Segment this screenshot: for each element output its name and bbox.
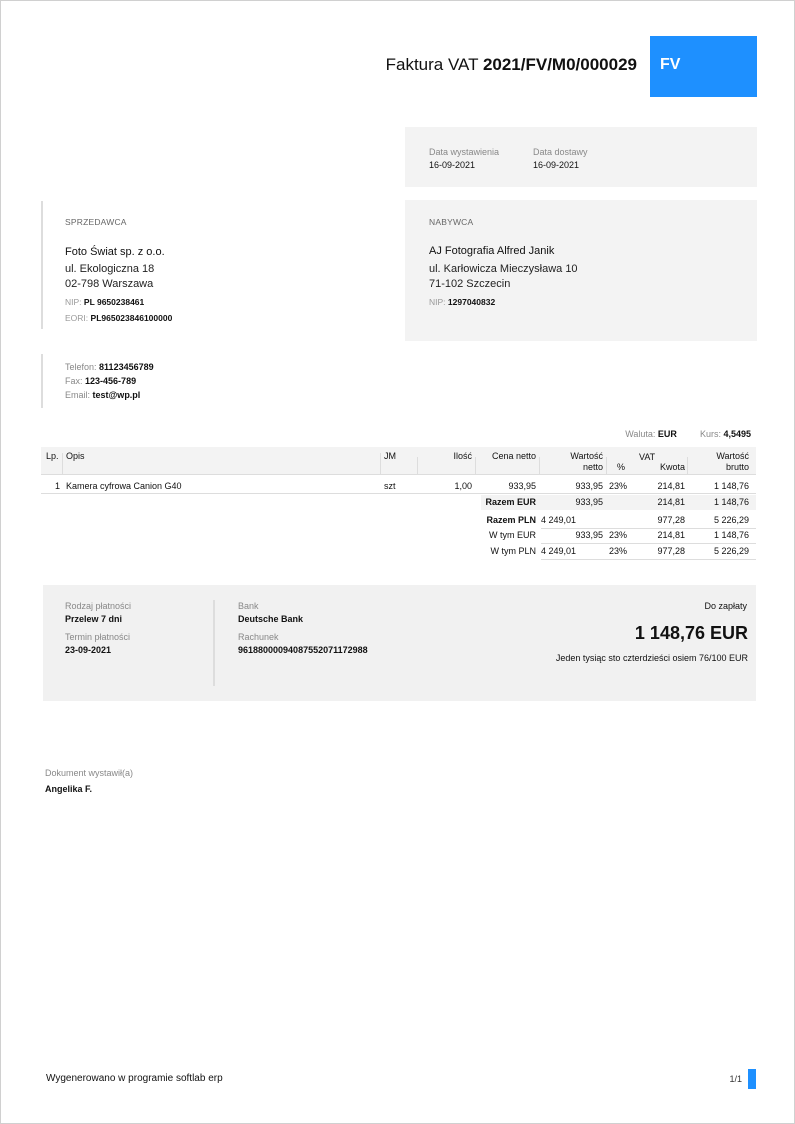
invoice-number: 2021/FV/M0/000029 (482, 55, 637, 74)
col-net-value: Wartość netto (570, 451, 603, 472)
col-unit: JM (384, 451, 396, 461)
buyer-street: ul. Karłowicza Mieczysława 10 (429, 263, 578, 275)
contact-email: Email: test@wp.pl (65, 390, 141, 400)
seller-eori: EORI: PL965023846100000 (65, 313, 173, 323)
summary-row: W tym PLN 4 249,01 23% 977,28 5 226,29 (490, 546, 749, 556)
table-row (41, 478, 756, 494)
payment-divider (213, 600, 215, 686)
col-qty: Ilość (453, 451, 472, 461)
buyer-name: AJ Fotografia Alfred Janik (429, 245, 555, 257)
buyer-city: 71-102 Szczecin (429, 278, 511, 290)
contact-fax: Fax: 123-456-789 (65, 376, 137, 386)
bank-label: Bank (238, 601, 259, 611)
page-number: 1/1 (729, 1074, 742, 1084)
currency-value: EUR (657, 429, 677, 439)
summary-row: W tym EUR 933,95 23% 214,81 1 148,76 (489, 530, 749, 540)
seller-nip: NIP: PL 9650238461 (65, 297, 145, 307)
footer-generated-text: Wygenerowano w programie softlab erp (46, 1073, 223, 1084)
payment-due-value: 23-09-2021 (65, 645, 112, 655)
row-desc: Kamera cyfrowa Canion G40 (66, 481, 182, 491)
contact-phone: Telefon: 81123456789 (65, 362, 154, 372)
payment-due-label: Termin płatności (65, 632, 131, 642)
amount-due-value: 1 148,76 EUR (634, 623, 748, 643)
row-net-price: 933,95 (508, 481, 536, 491)
document-type-badge: FV (650, 36, 757, 97)
amount-due-label: Do zapłaty (704, 601, 747, 611)
row-unit: szt (384, 481, 396, 491)
col-desc: Opis (66, 451, 85, 461)
summary-row: Razem PLN 4 249,01 977,28 5 226,29 (486, 515, 749, 525)
col-lp: Lp. (46, 451, 59, 461)
contact-panel (41, 354, 241, 408)
delivery-date-value: 16-09-2021 (533, 160, 580, 170)
row-net-value: 933,95 (575, 481, 603, 491)
title-prefix: Faktura VAT (385, 55, 479, 74)
currency-info: Waluta: EUR Kurs: 4,5495 (625, 429, 751, 439)
row-qty: 1,00 (454, 481, 472, 491)
buyer-nip: NIP: 1297040832 (429, 297, 496, 307)
payment-panel (43, 585, 756, 701)
col-vat-pct: % (617, 462, 626, 472)
payment-method-value: Przelew 7 dni (65, 614, 123, 624)
summary-row: Razem EUR 933,95 214,81 1 148,76 (481, 495, 756, 510)
dates-panel (405, 127, 757, 187)
row-gross: 1 148,76 (713, 481, 749, 491)
col-vat: VAT (639, 452, 656, 462)
issue-date-label: Data wystawienia (429, 147, 500, 157)
row-vat-pct: 23% (609, 481, 628, 491)
issue-date-value: 16-09-2021 (429, 160, 476, 170)
buyer-section-title: NABYWCA (429, 217, 474, 227)
issuer-name: Angelika F. (45, 784, 93, 794)
issue-date (429, 147, 499, 170)
account-label: Rachunek (238, 632, 279, 642)
seller-street: ul. Ekologiczna 18 (65, 263, 155, 275)
delivery-date-label: Data dostawy (533, 147, 588, 157)
row-lp: 1 (54, 481, 60, 491)
page-accent-bar (748, 1069, 756, 1089)
seller-name: Foto Świat sp. z o.o. (65, 246, 165, 258)
buyer-panel (405, 200, 757, 341)
seller-city: 02-798 Warszawa (65, 278, 154, 290)
amount-in-words: Jeden tysiąc sto czterdzieści osiem 76/100 EUR (555, 653, 748, 663)
bank-value: Deutsche Bank (238, 614, 304, 624)
issuer-label: Dokument wystawił(a) (45, 768, 134, 778)
col-vat-amount: Kwota (659, 462, 685, 472)
account-value: 96188000094087552071172988 (238, 645, 368, 655)
payment-method-label: Rodzaj płatności (65, 601, 132, 611)
invoice-title (301, 55, 637, 75)
delivery-date (533, 147, 588, 170)
col-net-price: Cena netto (491, 451, 536, 461)
seller-panel (41, 201, 381, 329)
row-vat-amount: 214,81 (657, 481, 685, 491)
items-table-header (41, 447, 756, 475)
seller-section-title: SPRZEDAWCA (65, 217, 127, 227)
exchange-rate: 4,5495 (723, 429, 751, 439)
col-gross: Wartość brutto (716, 451, 749, 472)
